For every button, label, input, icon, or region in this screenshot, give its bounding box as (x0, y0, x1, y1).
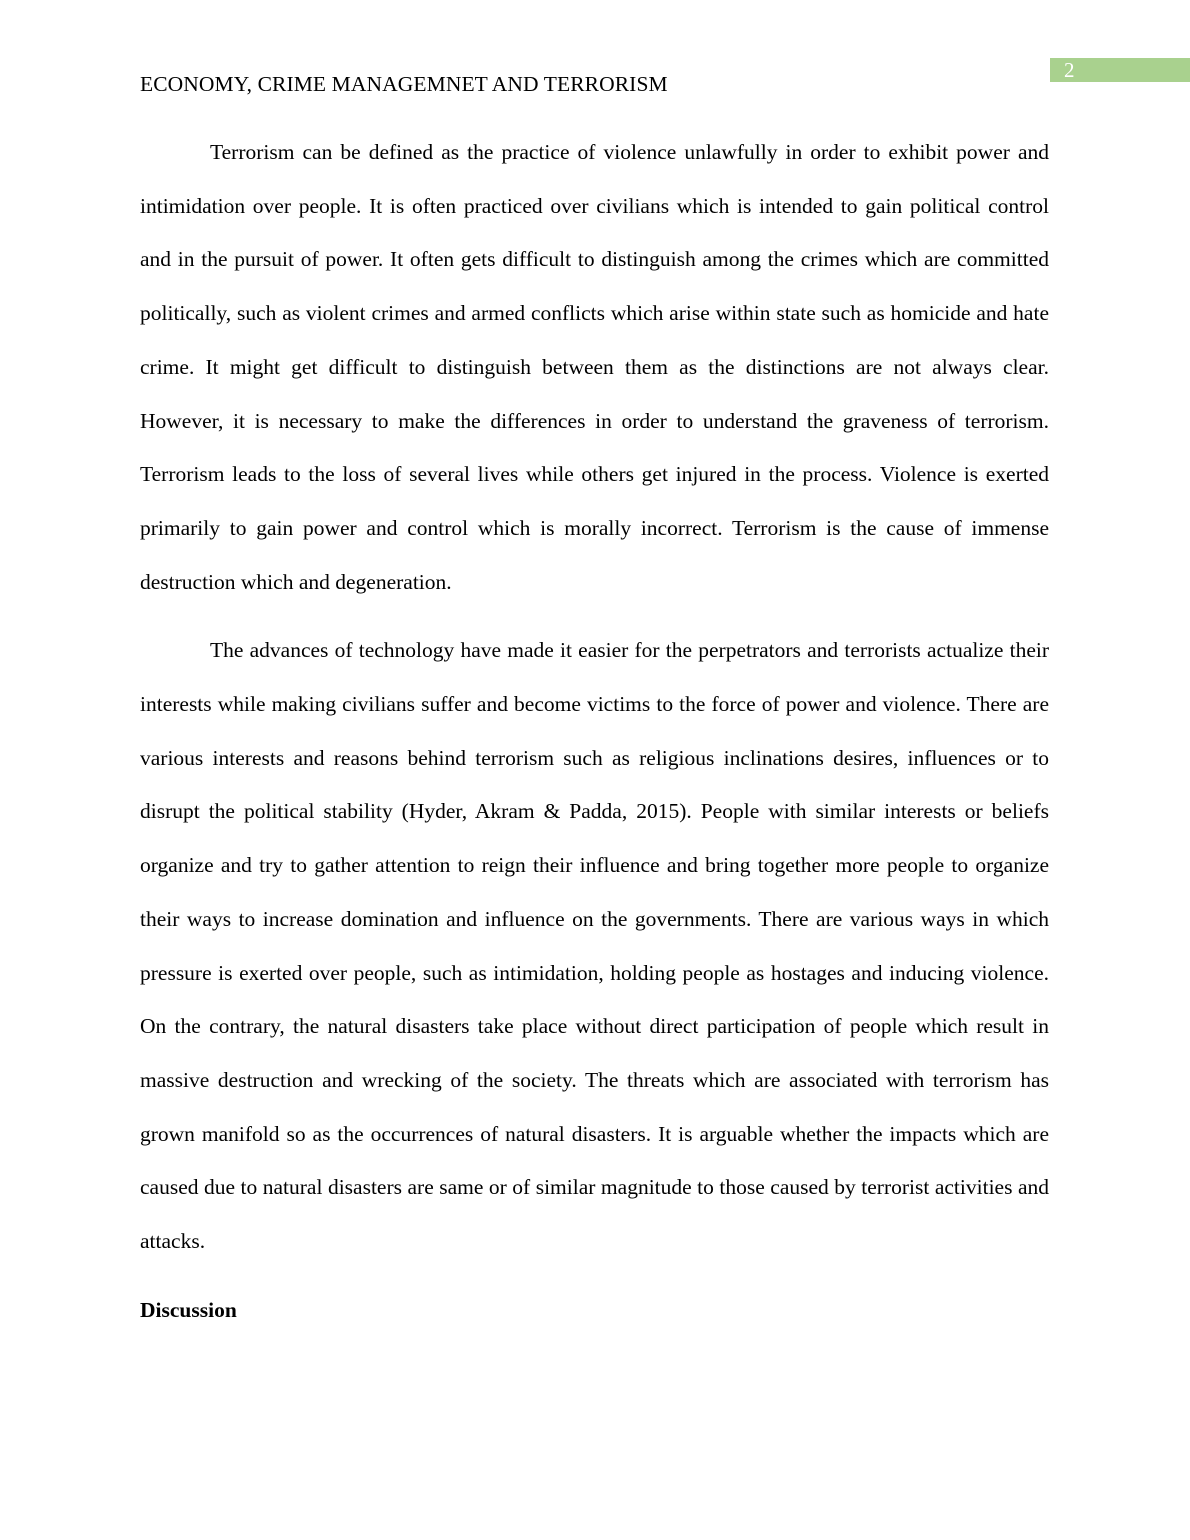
paragraph-terrorism-definition: Terrorism can be defined as the practice of violence unlawfully in order to exhibit power and intimidation over people. It is often practiced over civilians which is intended to gain political control and in the pursuit of power. It often gets difficult to distinguish among the crimes which are committed politically, such as violent crimes and armed conflicts which arise within state such as homicide and hate crime. It might get difficult to distinguish between them as the distinctions are not always clear. However, it is necessary to make the differences in order to understand the graveness of terrorism. Terrorism leads to the loss of several lives while others get injured in the process. Violence is exerted primarily to gain power and control which is morally incorrect. Terrorism is the cause of immense destruction which and degeneration. (140, 140, 1049, 594)
paragraph-technology-advances: The advances of technology have made it easier for the perpetrators and terrorists actualize their interests while making civilians suffer and become victims to the force of power and violence. There are various interests and reasons behind terrorism such as religious inclinations desires, influences or to disrupt the political stability (Hyder, Akram & Padda, 2015). People with similar interests or beliefs organize and try to gather attention to reign their influence and bring together more people to organize their ways to increase domination and influence on the governments. There are various ways in which pressure is exerted over people, such as intimidation, holding people as hostages and inducing violence. On the contrary, the natural disasters take place without direct participation of people which result in massive destruction and wrecking of the society. The threats which are associated with terrorism has grown manifold so as the occurrences of natural disasters. It is arguable whether the impacts which are caused due to natural disasters are same or of similar magnitude to those caused by terrorist activities and attacks. (140, 638, 1049, 1254)
body-text (140, 126, 1049, 1337)
section-heading-discussion: Discussion (140, 1297, 237, 1322)
page-number: 2 (1064, 58, 1075, 82)
page-number-bar (1050, 58, 1190, 82)
running-head: ECONOMY, CRIME MANAGEMNET AND TERRORISM (140, 72, 668, 96)
